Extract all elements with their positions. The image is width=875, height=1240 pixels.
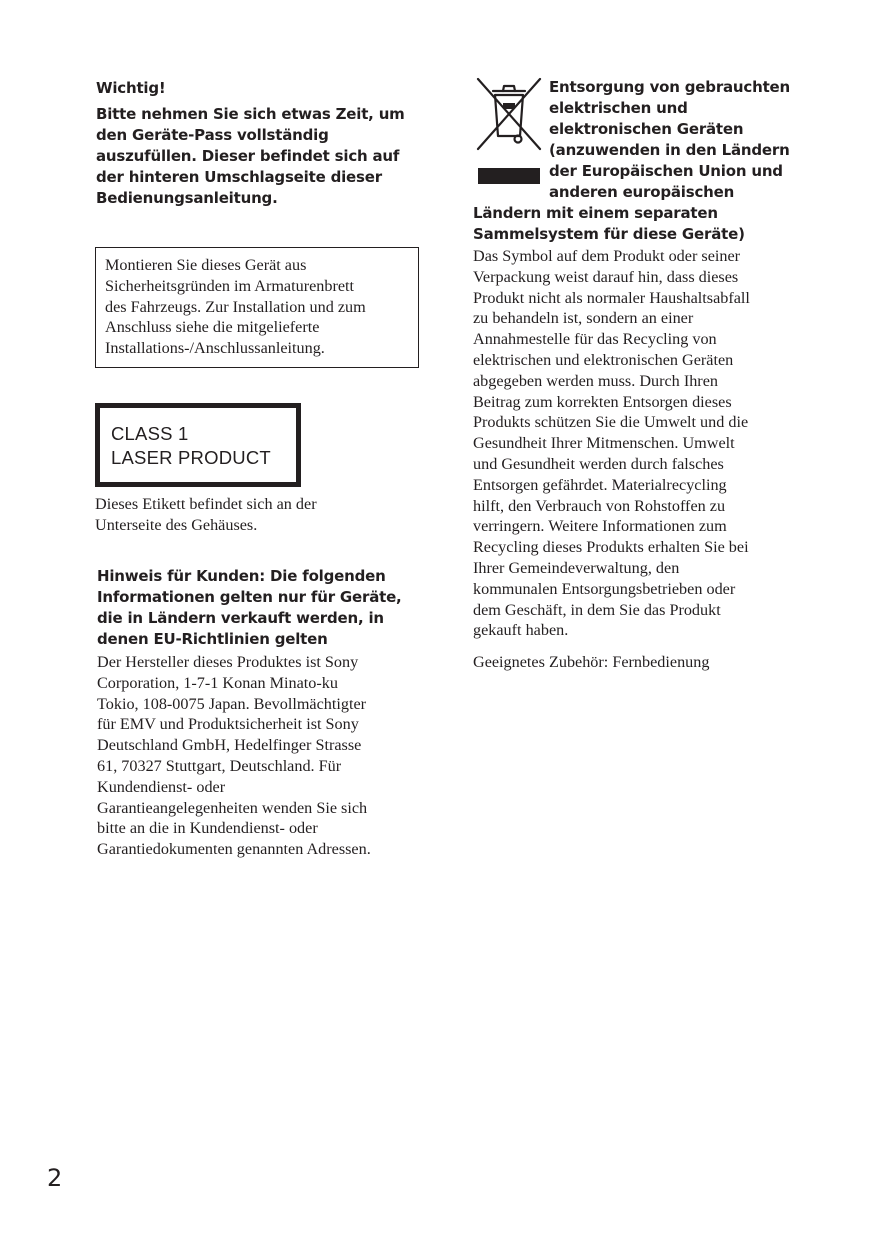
mounting-notice-box — [95, 247, 419, 368]
label-note-line: Unterseite des Gehäuses. — [95, 515, 258, 534]
disposal-line: zu behandeln ist, sondern an einer — [473, 309, 694, 328]
disposal-line: Produkt nicht als normaler Haushaltsabfall — [473, 288, 750, 307]
mounting-notice-line: Sicherheitsgründen im Armaturenbrett — [105, 276, 355, 295]
disposal-heading-line: (anzuwenden in den Ländern — [549, 141, 790, 159]
customer-notice-line: Garantieangelegenheiten wenden Sie sich — [97, 798, 368, 817]
important-title: Wichtig! — [96, 79, 166, 97]
page-number: 2 — [47, 1164, 63, 1192]
disposal-line: hilft, den Verbrauch von Rohstoffen zu — [473, 496, 726, 515]
customer-notice-line: bitte an die in Kundendienst- oder — [97, 819, 318, 838]
mounting-notice-line: Installations-/Anschlussanleitung. — [105, 339, 325, 358]
disposal-line: Das Symbol auf dem Produkt oder seiner — [473, 247, 741, 265]
customer-notice-line: Corporation, 1-7-1 Konan Minato-ku — [97, 673, 338, 692]
customer-notice-line: Kundendienst- oder — [97, 777, 226, 796]
important-line: Bitte nehmen Sie sich etwas Zeit, um — [96, 105, 405, 123]
customer-notice-heading-line: Informationen gelten nur für Geräte, — [97, 588, 402, 606]
disposal-heading-line: elektronischen Geräten — [549, 120, 744, 138]
laser-class-label — [95, 403, 301, 487]
disposal-line: Recycling dieses Produkts erhalten Sie bei — [473, 538, 749, 557]
customer-notice-line: Deutschland GmbH, Hedelfinger Strasse — [97, 736, 362, 755]
disposal-heading-line: der Europäischen Union und — [549, 162, 783, 180]
disposal-heading-line: Sammelsystem für diese Geräte) — [473, 225, 745, 243]
customer-notice-line: Tokio, 108-0075 Japan. Bevollmächtigter — [97, 694, 367, 713]
label-note-line: Dieses Etikett befindet sich an der — [95, 495, 317, 513]
important-line: Bedienungsanleitung. — [96, 189, 278, 207]
crossed-out-wheelie-bin-icon — [474, 76, 544, 186]
customer-notice-line: Der Hersteller dieses Produktes ist Sony — [97, 653, 359, 671]
disposal-line: und Gesundheit werden durch falsches — [473, 454, 724, 473]
customer-notice-line: 61, 70327 Stuttgart, Deutschland. Für — [97, 756, 342, 775]
customer-notice-line: Garantiedokumenten genannten Adressen. — [97, 840, 371, 859]
disposal-line: Ihrer Gemeindeverwaltung, den — [473, 558, 680, 577]
disposal-heading-continued — [473, 203, 803, 245]
customer-notice-heading — [97, 566, 427, 650]
suitable-accessory-note: Geeignetes Zubehör: Fernbedienung — [473, 653, 710, 671]
disposal-line: Beitrag zum korrekten Entsorgen dieses — [473, 392, 732, 411]
disposal-line: verringern. Weitere Informationen zum — [473, 517, 727, 536]
disposal-body — [473, 246, 803, 641]
disposal-line: Produkts schützen Sie die Umwelt und die — [473, 413, 749, 432]
customer-notice-body — [97, 652, 427, 860]
important-line: den Geräte-Pass vollständig — [96, 126, 329, 144]
disposal-heading-line: Ländern mit einem separaten — [473, 204, 718, 222]
disposal-line: dem Geschäft, in dem Sie das Produkt — [473, 600, 721, 619]
important-line: der hinteren Umschlagseite dieser — [96, 168, 382, 186]
customer-notice-heading-line: denen EU-Richtlinien gelten — [97, 630, 328, 648]
laser-label-product: LASER PRODUCT — [111, 447, 271, 468]
disposal-line: gekauft haben. — [473, 621, 569, 640]
mounting-notice-line: Montieren Sie dieses Gerät aus — [105, 256, 307, 274]
disposal-heading-line: elektrischen und — [549, 99, 688, 117]
customer-notice-line: für EMV und Produktsicherheit ist Sony — [97, 715, 359, 734]
disposal-line: Gesundheit Ihrer Mitmenschen. Umwelt — [473, 434, 735, 453]
disposal-heading-line: Entsorgung von gebrauchten — [549, 78, 791, 96]
disposal-line: abgegeben werden muss. Durch Ihren — [473, 371, 718, 390]
disposal-line: elektrischen und elektronischen Geräten — [473, 350, 734, 369]
disposal-line: Verpackung weist darauf hin, dass dieses — [473, 267, 739, 286]
mounting-notice-line: des Fahrzeugs. Zur Installation und zum — [105, 297, 366, 316]
disposal-heading — [549, 77, 809, 203]
label-location-note — [95, 494, 425, 536]
disposal-heading-line: anderen europäischen — [549, 183, 735, 201]
important-line: auszufüllen. Dieser befindet sich auf — [96, 147, 400, 165]
customer-notice-heading-line: die in Ländern verkauft werden, in — [97, 609, 384, 627]
disposal-line: Annahmestelle für das Recycling von — [473, 330, 717, 349]
laser-label-class: CLASS 1 — [111, 423, 189, 444]
disposal-line: Entsorgen gefährdet. Materialrecycling — [473, 475, 727, 494]
customer-notice-heading-line: Hinweis für Kunden: Die folgenden — [97, 567, 386, 585]
disposal-line: kommunalen Entsorgungsbetrieben oder — [473, 579, 736, 598]
mounting-notice-line: Anschluss siehe die mitgelieferte — [105, 318, 320, 337]
important-text — [96, 104, 421, 209]
